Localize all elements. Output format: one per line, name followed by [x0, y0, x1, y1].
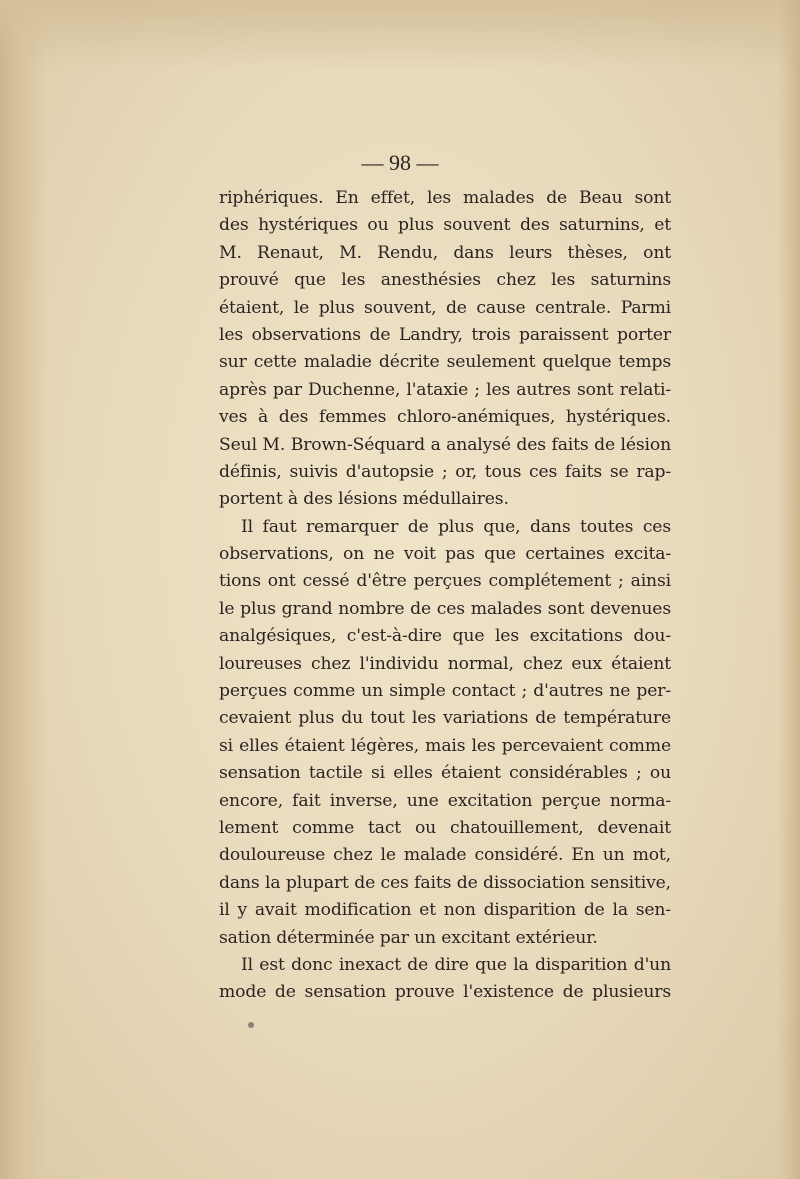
- text-line: ves à des femmes chloro-anémiques, hystériques.: [219, 407, 671, 428]
- text-line: définis, suivis d'autopsie ; or, tous ces faits se rap-: [219, 461, 671, 482]
- ink-speck: [248, 1022, 254, 1028]
- text-line: il y avait modification et non disparition de la sen-: [219, 900, 671, 921]
- text-line: les observations de Landry, trois paraissent porter: [219, 324, 671, 345]
- text-line: portent à des lésions médullaires.: [219, 489, 509, 510]
- text-line: perçues comme un simple contact ; d'autres ne per-: [219, 681, 671, 702]
- text-line: des hystériques ou plus souvent des saturnins, et: [219, 215, 671, 236]
- text-line: sensation tactile si elles étaient considérables ; ou: [219, 763, 671, 784]
- text-line: prouvé que les anesthésies chez les saturnins: [219, 270, 671, 291]
- text-line: cevaient plus du tout les variations de température: [219, 708, 671, 729]
- text-line: Il est donc inexact de dire que la disparition d'un: [241, 954, 671, 975]
- text-line: dans la plupart de ces faits de dissociation sensitive,: [219, 872, 671, 893]
- page-right-edge-shadow: [778, 0, 800, 1179]
- text-line: M. Renaut, M. Rendu, dans leurs thèses, ont: [219, 242, 671, 263]
- text-line: après par Duchenne, l'ataxie ; les autres sont relati-: [219, 379, 671, 400]
- text-line: mode de sensation prouve l'existence de plusieurs: [219, 982, 671, 1003]
- text-line: observations, on ne voit pas que certaines excita-: [219, 544, 671, 565]
- text-line: Il faut remarquer de plus que, dans toutes ces: [241, 516, 671, 537]
- text-line: le plus grand nombre de ces malades sont devenues: [219, 598, 671, 619]
- text-line: analgésiques, c'est-à-dire que les excitations dou-: [219, 626, 671, 647]
- text-line: loureuses chez l'individu normal, chez eux étaient: [219, 653, 671, 674]
- text-line: si elles étaient légères, mais les percevaient comme: [219, 735, 671, 756]
- page-number: — 98 —: [361, 150, 439, 175]
- text-line: tions ont cessé d'être perçues complétement ; ainsi: [219, 571, 671, 592]
- text-line: riphériques. En effet, les malades de Beau sont: [219, 188, 671, 208]
- text-line: Seul M. Brown-Séquard a analysé des faits de lésion: [219, 434, 671, 455]
- text-line: étaient, le plus souvent, de cause centrale. Parmi: [219, 297, 671, 318]
- text-line: encore, fait inverse, une excitation perçue norma-: [219, 790, 671, 811]
- text-line: douloureuse chez le malade considéré. En un mot,: [219, 845, 671, 866]
- page-top-edge-shadow: [0, 0, 800, 70]
- page-left-edge-shadow: [0, 0, 48, 1179]
- text-line: sur cette maladie décrite seulement quelque temps: [219, 352, 671, 373]
- text-line: sation déterminée par un excitant extérieur.: [219, 927, 598, 948]
- text-line: lement comme tact ou chatouillement, devenait: [219, 817, 671, 838]
- body-text: [219, 185, 671, 1007]
